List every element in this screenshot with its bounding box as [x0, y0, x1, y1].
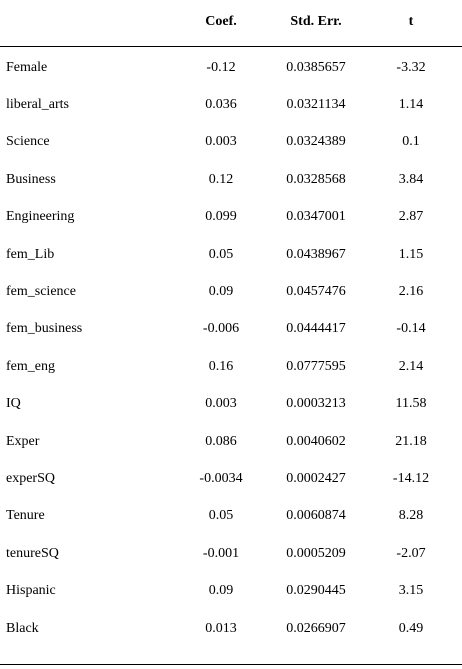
table-row	[0, 86, 462, 123]
cell-variable: Business	[6, 171, 56, 187]
cell-std-err: 0.0324389	[286, 134, 346, 150]
table-row	[0, 423, 462, 460]
table-row	[0, 273, 462, 310]
cell-std-err: 0.0385657	[286, 59, 346, 75]
cell-std-err: 0.0060874	[286, 508, 346, 524]
cell-std-err: 0.0040602	[286, 433, 346, 449]
cell-t: 0.1	[402, 134, 420, 150]
cell-std-err: 0.0444417	[286, 321, 346, 337]
top-rule	[0, 46, 462, 47]
cell-coef: 0.05	[208, 246, 234, 262]
cell-t: -2.07	[396, 545, 426, 561]
cell-t: 1.14	[398, 97, 424, 113]
cell-variable: IQ	[6, 396, 21, 412]
table-row	[0, 236, 462, 273]
cell-t: 0.49	[398, 620, 424, 636]
cell-variable: fem_Lib	[6, 246, 55, 262]
cell-variable: Exper	[6, 433, 40, 449]
cell-t: 2.14	[398, 358, 424, 374]
cell-std-err: 0.0328568	[286, 171, 346, 187]
cell-coef: 0.099	[205, 209, 237, 225]
cell-variable: Black	[6, 620, 39, 636]
cell-coef: 0.003	[205, 134, 237, 150]
cell-variable: fem_business	[6, 321, 83, 337]
header-std-err: Std. Err.	[290, 14, 342, 29]
cell-std-err: 0.0266907	[286, 620, 346, 636]
cell-std-err: 0.0002427	[286, 471, 346, 487]
header-coef: Coef.	[205, 14, 237, 29]
cell-coef: 0.16	[208, 358, 234, 374]
cell-std-err: 0.0290445	[286, 583, 346, 599]
table-row	[0, 610, 462, 647]
cell-coef: -0.006	[202, 321, 240, 337]
cell-std-err: 0.0003213	[286, 396, 346, 412]
cell-variable: tenureSQ	[6, 545, 59, 561]
table-row	[0, 311, 462, 348]
table-row	[0, 161, 462, 198]
cell-coef: 0.09	[208, 583, 234, 599]
table-row	[0, 348, 462, 385]
cell-std-err: 0.0457476	[286, 284, 346, 300]
cell-variable: Tenure	[6, 508, 45, 524]
cell-t: 1.15	[398, 246, 424, 262]
bottom-rule	[0, 664, 462, 665]
cell-coef: 0.086	[205, 433, 237, 449]
cell-t: 21.18	[395, 433, 427, 449]
cell-std-err: 0.0347001	[286, 209, 346, 225]
cell-t: 11.58	[395, 396, 427, 412]
table-row	[0, 535, 462, 572]
table-row	[0, 124, 462, 161]
cell-coef: 0.05	[208, 508, 234, 524]
cell-coef: 0.12	[208, 171, 234, 187]
cell-variable: Female	[6, 59, 48, 75]
table-row	[0, 460, 462, 497]
header-variable	[6, 7, 176, 37]
cell-std-err: 0.0005209	[286, 545, 346, 561]
cell-t: 8.28	[398, 508, 424, 524]
cell-variable: fem_eng	[6, 358, 55, 374]
cell-std-err: 0.0321134	[286, 97, 346, 113]
cell-t: -0.14	[396, 321, 426, 337]
table-row	[0, 573, 462, 610]
cell-std-err: 0.0438967	[286, 246, 346, 262]
cell-variable: liberal_arts	[6, 97, 69, 113]
cell-variable: Hispanic	[6, 583, 56, 599]
header-t: t	[408, 14, 414, 29]
cell-variable: experSQ	[6, 471, 55, 487]
cell-t: 3.15	[398, 583, 424, 599]
cell-variable: fem_science	[6, 284, 76, 300]
table-header	[0, 0, 462, 47]
cell-variable: Engineering	[6, 209, 75, 225]
table-row	[0, 386, 462, 423]
cell-coef: 0.09	[208, 284, 234, 300]
cell-coef: 0.003	[205, 396, 237, 412]
cell-t: 2.16	[398, 284, 424, 300]
table-row	[0, 49, 462, 86]
cell-std-err: 0.0777595	[286, 358, 346, 374]
cell-t: -3.32	[396, 59, 426, 75]
cell-coef: 0.013	[205, 620, 237, 636]
cell-t: 2.87	[398, 209, 424, 225]
cell-coef: -0.001	[202, 545, 240, 561]
cell-t: -14.12	[392, 471, 430, 487]
cell-coef: -0.12	[206, 59, 236, 75]
cell-coef: 0.036	[205, 97, 237, 113]
table-row	[0, 199, 462, 236]
table-row	[0, 498, 462, 535]
cell-t: 3.84	[398, 171, 424, 187]
cell-variable: Science	[6, 134, 50, 150]
cell-coef: -0.0034	[199, 471, 243, 487]
